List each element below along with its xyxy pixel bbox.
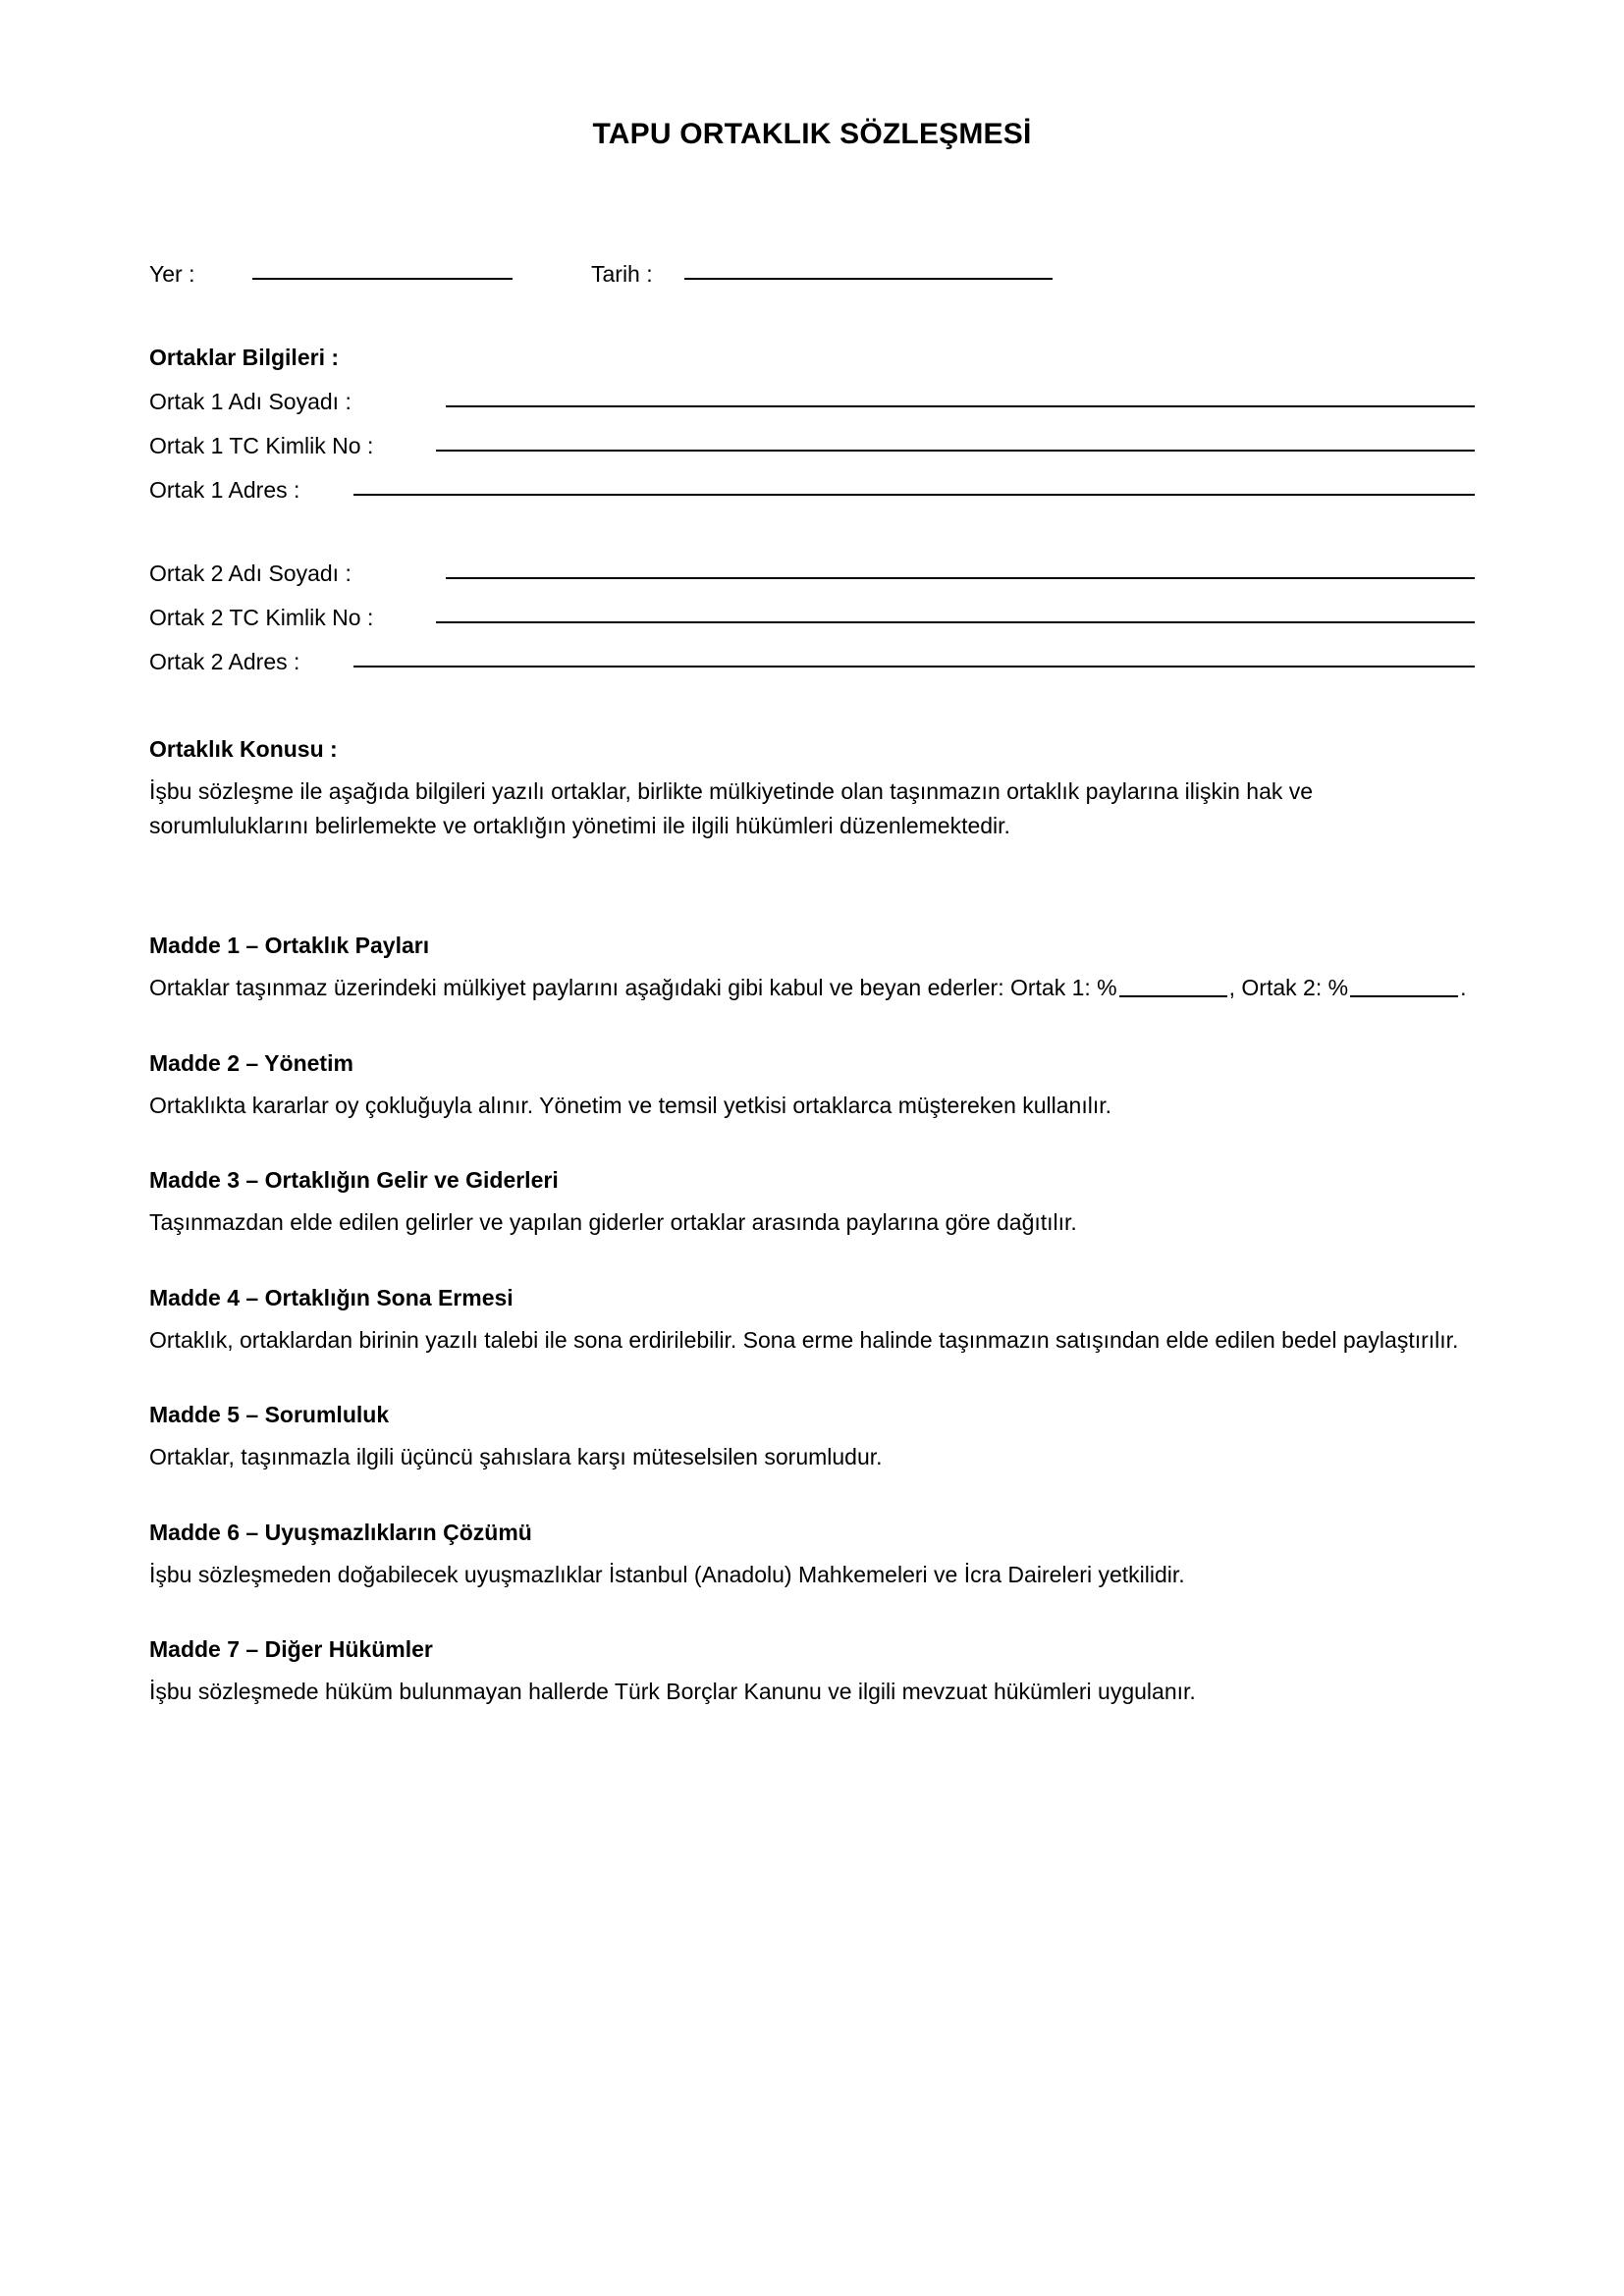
- date-label: Tarih :: [591, 261, 653, 287]
- document-content: [149, 0, 1475, 1709]
- article-2-body: Ortaklıkta kararlar oy çokluğuyla alınır. Yönetim ve temsil yetkisi ortaklarca müştereken kullanılır.: [149, 1092, 1112, 1118]
- article-1-share1-blank[interactable]: [1119, 978, 1227, 997]
- partner2-name-label: Ortak 2 Adı Soyadı :: [149, 561, 352, 586]
- partner1-tc-label: Ortak 1 TC Kimlik No :: [149, 433, 374, 458]
- article-1-body-part2: , Ortak 2: %: [1228, 975, 1349, 1000]
- date-input-line[interactable]: [684, 278, 1053, 280]
- article-6-body: İşbu sözleşmeden doğabilecek uyuşmazlıklar İstanbul (Anadolu) Mahkemeleri ve İcra Daireleri yetkilidir.: [149, 1561, 1185, 1587]
- partner2-tc-label: Ortak 2 TC Kimlik No :: [149, 605, 374, 630]
- partner2-tc-input-line[interactable]: [436, 621, 1475, 623]
- article-7-heading: Madde 7 – Diğer Hükümler: [149, 1636, 433, 1662]
- partner2-name-input-line[interactable]: [446, 577, 1475, 579]
- partner1-name-label: Ortak 1 Adı Soyadı :: [149, 389, 352, 414]
- partner1-name-row: [149, 389, 1475, 415]
- place-input-line[interactable]: [252, 278, 513, 280]
- article-6-heading: Madde 6 – Uyuşmazlıkların Çözümü: [149, 1519, 532, 1545]
- page-title: TAPU ORTAKLIK SÖZLEŞMESİ: [592, 118, 1032, 150]
- partner1-name-input-line[interactable]: [446, 405, 1475, 407]
- partner2-name-row: [149, 561, 1475, 587]
- article-5-heading: Madde 5 – Sorumluluk: [149, 1402, 390, 1427]
- article-1-heading: Madde 1 – Ortaklık Payları: [149, 933, 430, 958]
- partner1-tc-row: [149, 433, 1475, 459]
- article-2-heading: Madde 2 – Yönetim: [149, 1049, 353, 1076]
- partner1-address-input-line[interactable]: [353, 494, 1475, 496]
- article-3-body: Taşınmazdan elde edilen gelirler ve yapılan giderler ortaklar arasında paylarına göre dağıtılır.: [149, 1209, 1077, 1235]
- subject-body: İşbu sözleşme ile aşağıda bilgileri yazılı ortaklar, birlikte mülkiyetinde olan taşınmazın ortaklık paylarına ilişkin hak ve sorumluluklarını belirlemekte ve ortaklığın yönetimi ile ilgili hükümleri düzenlemektedir.: [149, 778, 1314, 838]
- partner2-tc-row: [149, 605, 1475, 631]
- article-4-body: Ortaklık, ortaklardan birinin yazılı talebi ile sona erdirilebilir. Sona erme halinde taşınmazın satışından elde edilen bedel paylaştırılır.: [149, 1326, 1459, 1353]
- place-label: Yer :: [149, 261, 195, 287]
- article-1-body: [149, 971, 1475, 1005]
- place-date-row: [149, 261, 1475, 288]
- partners-spacer: [149, 504, 1475, 543]
- article-1-body-part3: .: [1460, 975, 1467, 1000]
- partner2-address-row: [149, 649, 1475, 675]
- partner1-address-label: Ortak 1 Adres :: [149, 477, 300, 503]
- partner1-address-row: [149, 477, 1475, 504]
- partner2-address-input-line[interactable]: [353, 666, 1475, 667]
- article-1-share2-blank[interactable]: [1350, 978, 1458, 997]
- partner2-address-label: Ortak 2 Adres :: [149, 649, 300, 674]
- article-4-heading: Madde 4 – Ortaklığın Sona Ermesi: [149, 1284, 514, 1310]
- partner1-tc-input-line[interactable]: [436, 450, 1475, 452]
- subject-heading: Ortaklık Konusu :: [149, 736, 338, 762]
- article-3-heading: Madde 3 – Ortaklığın Gelir ve Giderleri: [149, 1167, 559, 1193]
- article-5-body: Ortaklar, taşınmazla ilgili üçüncü şahıslara karşı müteselsilen sorumludur.: [149, 1444, 883, 1469]
- article-1-body-part1: Ortaklar taşınmaz üzerindeki mülkiyet paylarını aşağıdaki gibi kabul ve beyan ederler: Ortak 1: %: [149, 975, 1117, 1000]
- article-7-body: İşbu sözleşmede hüküm bulunmayan hallerde Türk Borçlar Kanunu ve ilgili mevzuat hükümleri uygulanır.: [149, 1679, 1196, 1704]
- partners-section-heading: Ortaklar Bilgileri :: [149, 345, 340, 370]
